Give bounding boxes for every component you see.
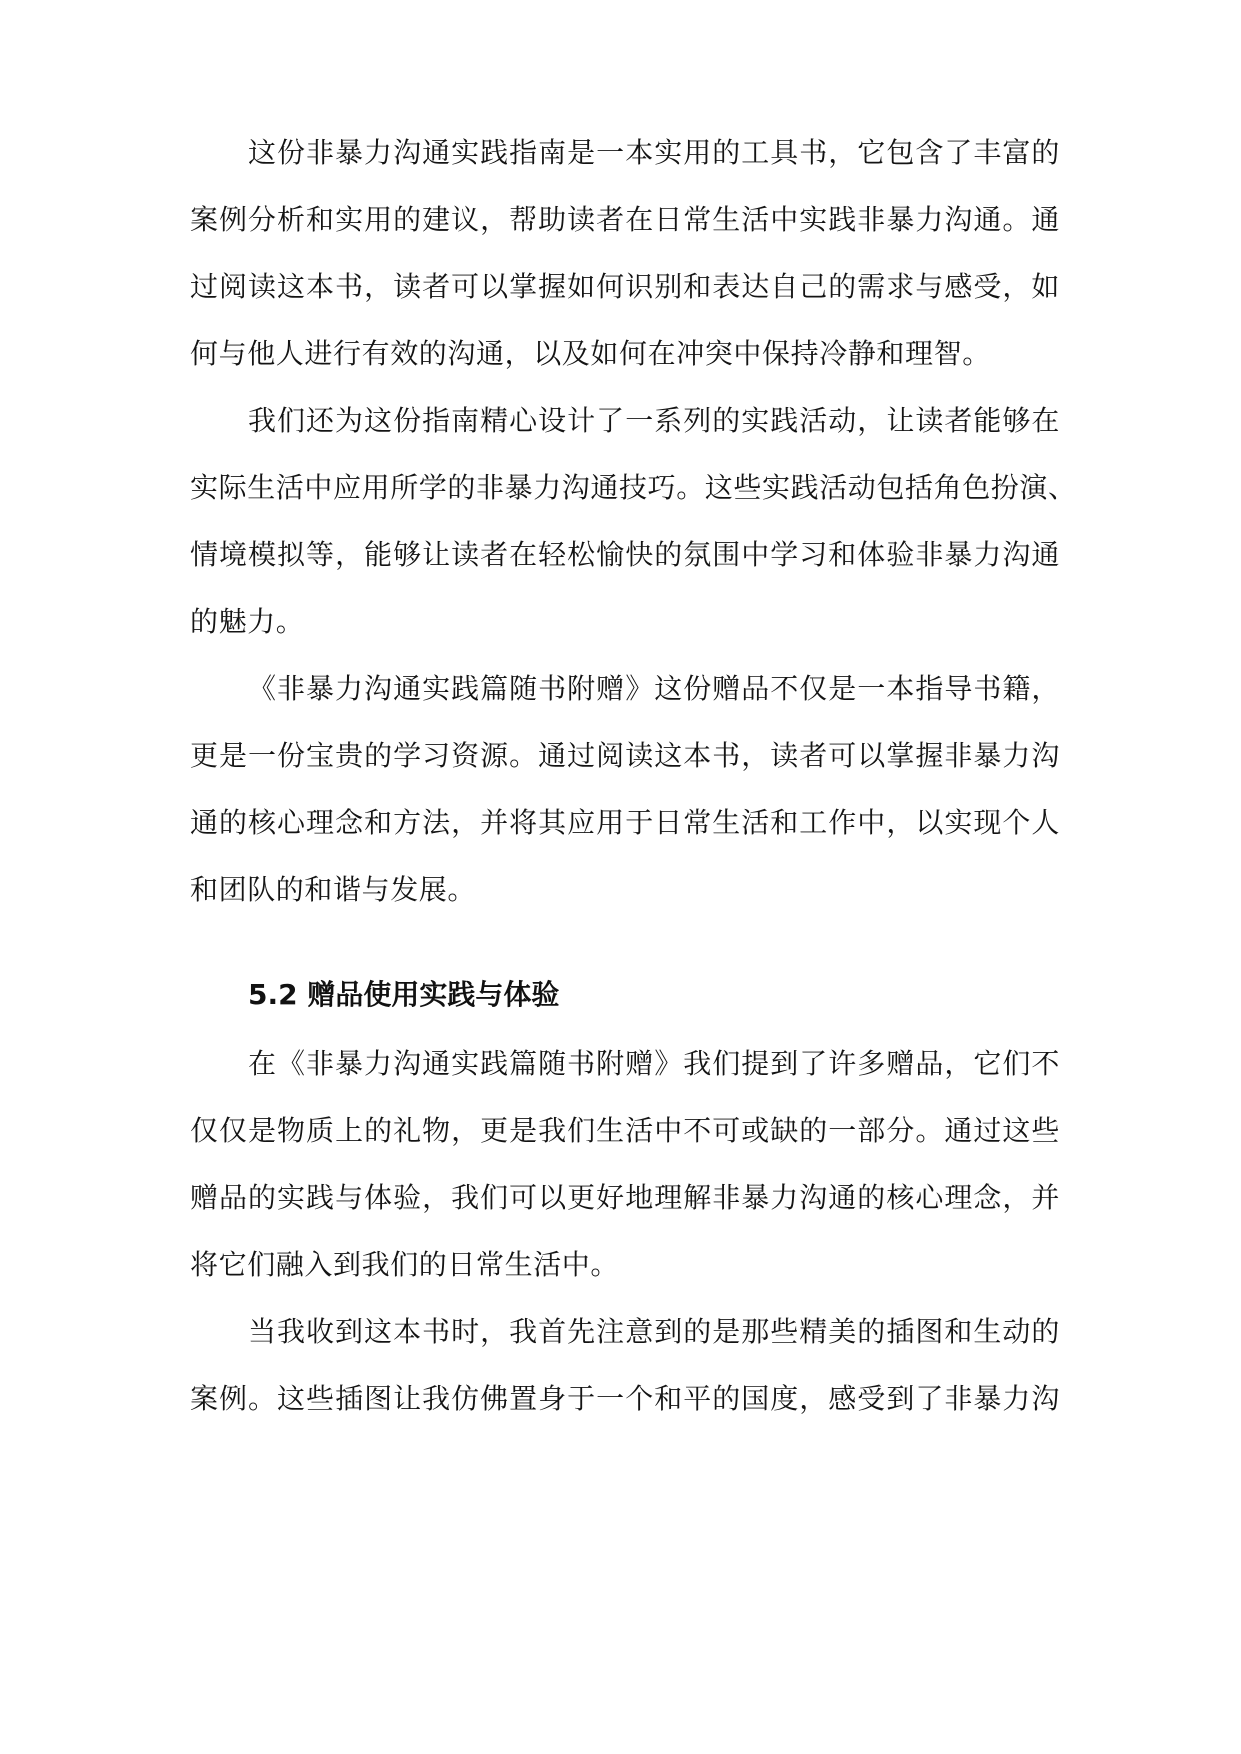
paragraph-line: 案例分析和实用的建议，帮助读者在日常生活中实践非暴力沟通。通 bbox=[190, 203, 1060, 236]
paragraph-line: 在《非暴力沟通实践篇随书附赠》我们提到了许多赠品，它们不 bbox=[248, 1047, 1060, 1080]
section-heading: 5.2 赠品使用实践与体验 bbox=[248, 978, 560, 1011]
paragraph-line: 将它们融入到我们的日常生活中。 bbox=[190, 1248, 620, 1281]
paragraph-line: 何与他人进行有效的沟通，以及如何在冲突中保持冷静和理智。 bbox=[190, 337, 991, 370]
paragraph-line: 我们还为这份指南精心设计了一系列的实践活动，让读者能够在 bbox=[248, 404, 1060, 437]
paragraph-line: 和团队的和谐与发展。 bbox=[190, 873, 477, 906]
paragraph-line: 《非暴力沟通实践篇随书附赠》这份赠品不仅是一本指导书籍， bbox=[248, 672, 1060, 705]
paragraph-line: 赠品的实践与体验，我们可以更好地理解非暴力沟通的核心理念，并 bbox=[190, 1181, 1060, 1214]
paragraph-line: 情境模拟等，能够让读者在轻松愉快的氛围中学习和体验非暴力沟通 bbox=[190, 538, 1060, 571]
paragraph-line: 通的核心理念和方法，并将其应用于日常生活和工作中，以实现个人 bbox=[190, 806, 1060, 839]
paragraph-line: 仅仅是物质上的礼物，更是我们生活中不可或缺的一部分。通过这些 bbox=[190, 1114, 1060, 1147]
paragraph-line: 更是一份宝贵的学习资源。通过阅读这本书，读者可以掌握非暴力沟 bbox=[190, 739, 1060, 772]
paragraph-line: 案例。这些插图让我仿佛置身于一个和平的国度，感受到了非暴力沟 bbox=[190, 1382, 1060, 1415]
paragraph-line: 过阅读这本书，读者可以掌握如何识别和表达自己的需求与感受，如 bbox=[190, 270, 1060, 303]
paragraph-line: 这份非暴力沟通实践指南是一本实用的工具书，它包含了丰富的 bbox=[248, 136, 1060, 169]
paragraph-line: 的魅力。 bbox=[190, 605, 305, 638]
paragraph-line: 当我收到这本书时，我首先注意到的是那些精美的插图和生动的 bbox=[248, 1315, 1060, 1348]
paragraph-line: 实际生活中应用所学的非暴力沟通技巧。这些实践活动包括角色扮演、 bbox=[190, 471, 1077, 504]
